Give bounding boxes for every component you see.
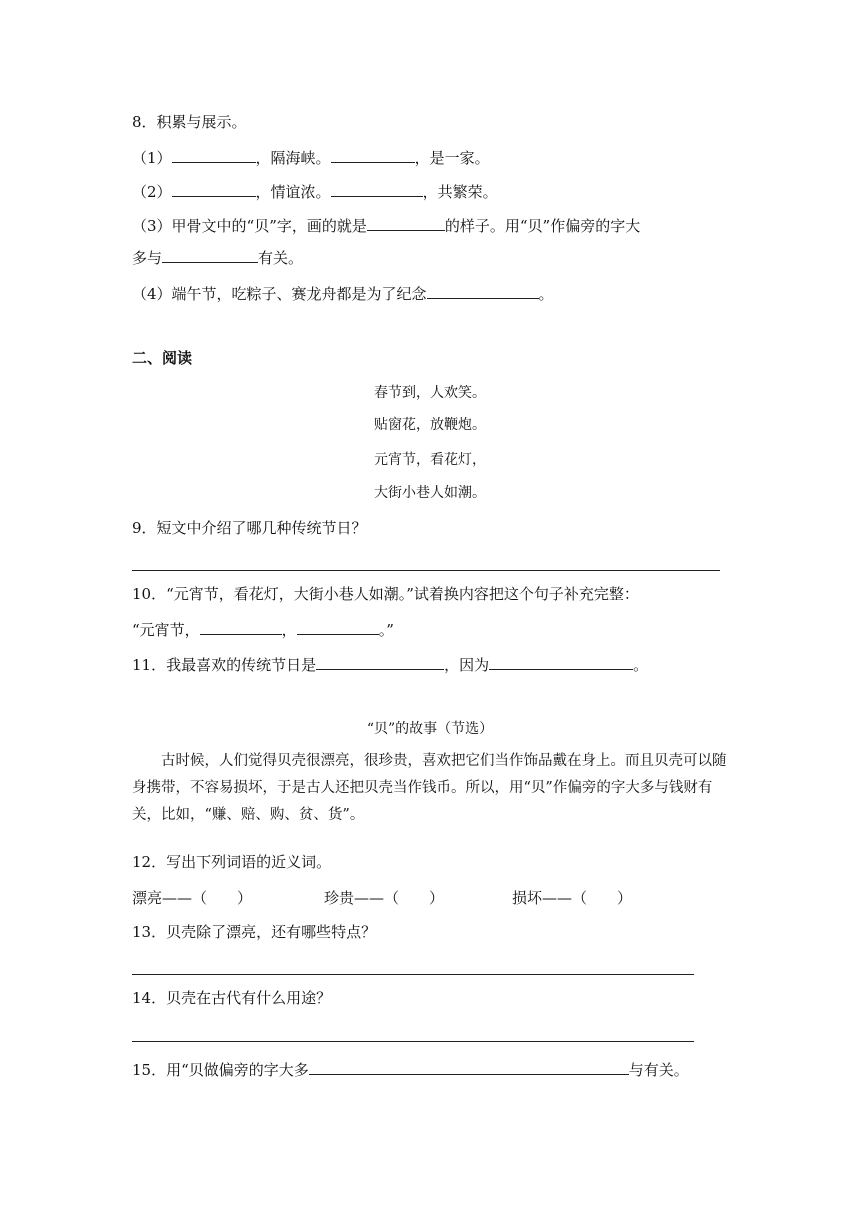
question-12: 12．写出下列词语的近义词。: [132, 853, 332, 871]
answer-blank[interactable]: [162, 246, 258, 263]
section-heading-reading: 二、阅读: [132, 349, 193, 367]
answer-blank[interactable]: [172, 146, 256, 163]
question-15: [132, 1058, 689, 1080]
question-11: [132, 653, 648, 675]
answer-blank[interactable]: [489, 653, 633, 670]
question-8-3: [132, 214, 640, 236]
poem-line: 贴窗花，放鞭炮。: [374, 417, 486, 433]
question-10-fill: [132, 618, 394, 640]
question-14: 14．贝壳在古代有什么用途？: [132, 989, 332, 1007]
question-8-4: [132, 282, 554, 304]
answer-line[interactable]: [132, 570, 720, 571]
text: ，因为: [444, 656, 490, 674]
text: ，共繁荣。: [422, 183, 498, 201]
answer-line[interactable]: [132, 1041, 694, 1042]
item-number: （2）: [132, 183, 172, 201]
answer-line[interactable]: [132, 974, 694, 975]
answer-blank[interactable]: [331, 180, 423, 197]
text: 与有关。: [628, 1061, 689, 1079]
answer-blank[interactable]: [331, 146, 415, 163]
text: ，: [281, 621, 297, 639]
text: “元宵节，: [132, 621, 200, 639]
text: ，隔海峡。: [255, 149, 331, 167]
poem-line: 春节到，人欢笑。: [374, 385, 486, 401]
answer-blank[interactable]: [297, 618, 379, 635]
text: 15．用“贝做偏旁的字大多: [132, 1061, 309, 1079]
answer-blank[interactable]: [200, 618, 282, 635]
synonym-item-2[interactable]: 珍贵——（ ）: [324, 889, 445, 907]
answer-blank[interactable]: [427, 282, 539, 299]
article-title: “贝”的故事（节选）: [366, 721, 494, 737]
text: 。: [538, 285, 554, 303]
item-number: （1）: [132, 149, 172, 167]
text: 。”: [378, 621, 394, 639]
poem-line: 元宵节，看花灯，: [374, 452, 486, 468]
text: 11．我最喜欢的传统节日是: [132, 656, 317, 674]
article-paragraph: 古时候，人们觉得贝壳很漂亮，很珍贵，喜欢把它们当作饰品戴在身上。而且贝壳可以随身携带，不容易损坏，于是古人还把贝壳当作钱币。所以，用“贝”作偏旁的字大多与钱财有关，比如，“赚、赔、购、贫、货”。: [132, 753, 727, 823]
text: （4）端午节，吃粽子、赛龙舟都是为了纪念: [132, 285, 427, 303]
question-8-title: 8．积累与展示。: [132, 113, 247, 131]
synonym-item-3[interactable]: 损坏——（ ）: [512, 889, 633, 907]
text: 有关。: [258, 249, 304, 267]
synonym-item-1[interactable]: 漂亮——（ ）: [132, 889, 253, 907]
question-13: 13．贝壳除了漂亮，还有哪些特点？: [132, 923, 377, 941]
answer-blank[interactable]: [316, 653, 444, 670]
text: 。: [633, 656, 649, 674]
poem-line: 大街小巷人如潮。: [374, 485, 486, 501]
question-8-2: [132, 180, 498, 202]
question-10: 10．“元宵节，看花灯，大街小巷人如潮。”试着换内容把这个句子补充完整：: [132, 585, 639, 603]
text: 多与: [132, 249, 163, 267]
text: ，情谊浓。: [255, 183, 331, 201]
text: ，是一家。: [414, 149, 490, 167]
text: （3）甲骨文中的“贝”字，画的就是: [132, 217, 367, 235]
answer-blank[interactable]: [172, 180, 256, 197]
answer-blank[interactable]: [367, 214, 445, 231]
question-9: 9．短文中介绍了哪几种传统节日？: [132, 519, 367, 537]
question-8-1: [132, 146, 490, 168]
answer-blank[interactable]: [309, 1058, 629, 1075]
text: 的样子。用“贝”作偏旁的字大: [444, 217, 641, 235]
question-8-3-cont: [132, 246, 303, 268]
